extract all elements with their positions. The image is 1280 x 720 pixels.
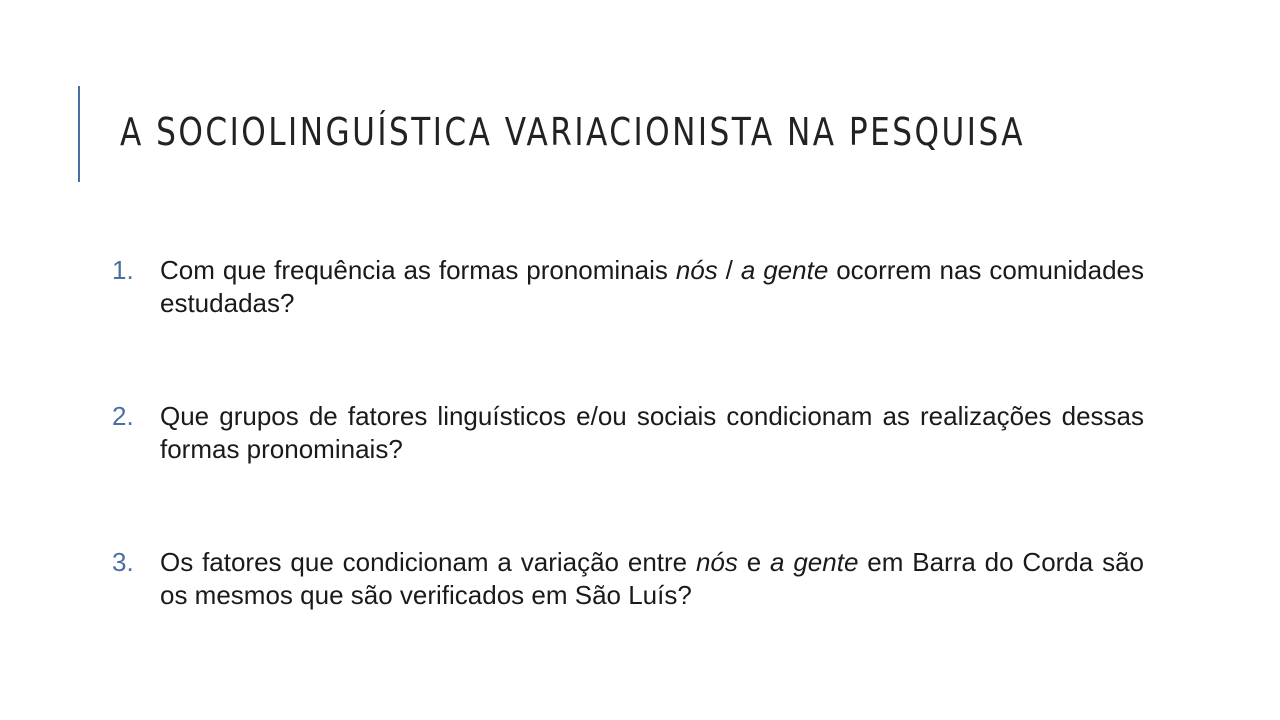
question-text bbox=[160, 400, 1144, 466]
italic-term: a gente bbox=[740, 255, 829, 285]
italic-term: a gente bbox=[770, 547, 859, 577]
question-text bbox=[160, 546, 1144, 612]
text-segment: / bbox=[717, 255, 741, 285]
italic-term: nós bbox=[695, 547, 738, 577]
question-item bbox=[112, 400, 1144, 466]
text-segment: e bbox=[737, 547, 771, 577]
question-text bbox=[160, 254, 1144, 320]
question-item bbox=[112, 254, 1144, 320]
question-list bbox=[112, 254, 1144, 692]
text-segment: Com que frequência as formas pronominais bbox=[160, 255, 676, 285]
text-segment: ocorrem nas comunidades estudadas? bbox=[160, 255, 1144, 318]
question-number: 1. bbox=[112, 255, 134, 285]
question-number: 3. bbox=[112, 547, 134, 577]
text-segment: Os fatores que condicionam a variação entre bbox=[160, 547, 696, 577]
slide-title: A SOCIOLINGUÍSTICA VARIACIONISTA NA PESQUISA bbox=[120, 110, 1026, 154]
text-segment: em Barra do Corda são os mesmos que são verificados em São Luís? bbox=[160, 547, 1144, 610]
question-number: 2. bbox=[112, 401, 134, 431]
text-segment: Que grupos de fatores linguísticos e/ou sociais condicionam as realizações dessas formas pronominais? bbox=[160, 401, 1144, 464]
title-accent-bar bbox=[78, 86, 80, 182]
italic-term: nós bbox=[675, 255, 718, 285]
question-item bbox=[112, 546, 1144, 612]
